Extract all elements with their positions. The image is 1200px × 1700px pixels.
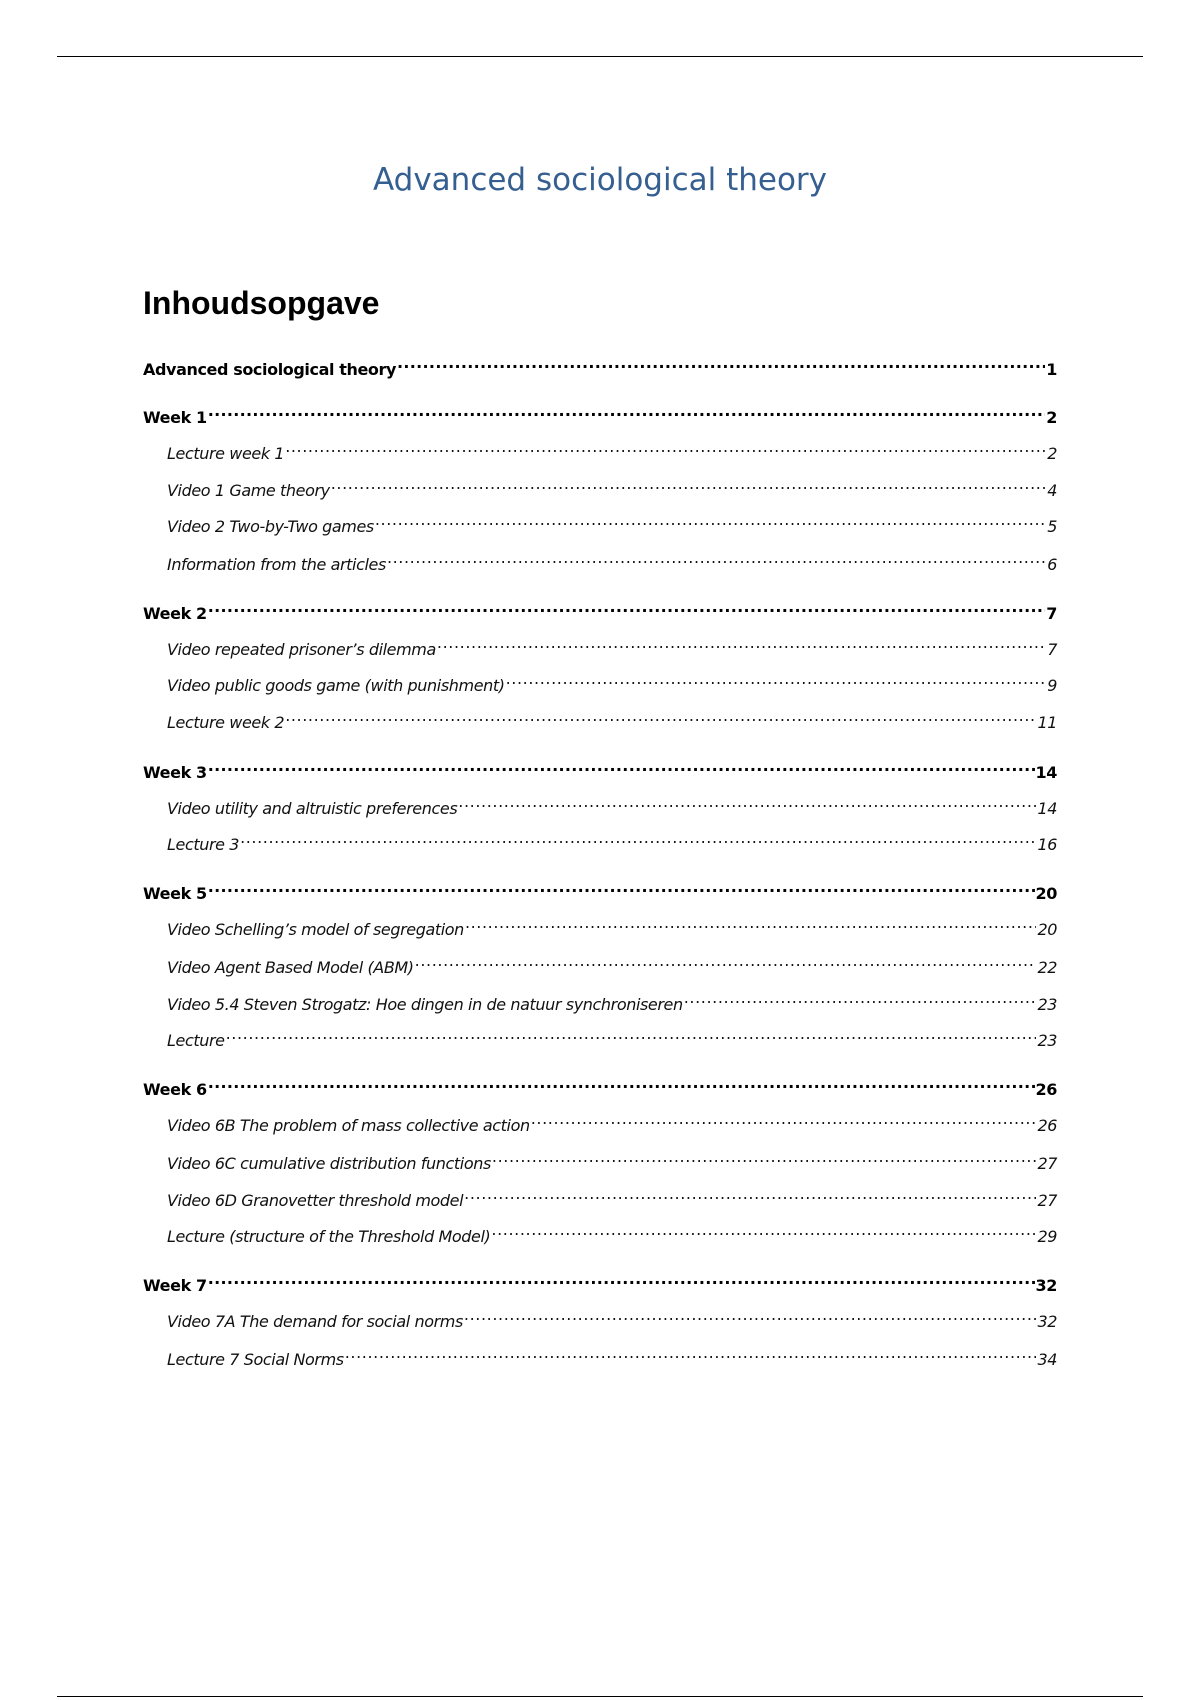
- toc-entry[interactable]: [167, 826, 1057, 854]
- dot-leader: [331, 472, 1046, 496]
- toc-heading: Inhoudsopgave: [143, 285, 380, 321]
- toc-entry-label: Video 6D Granovetter threshold model: [167, 1191, 464, 1210]
- toc-entry-page: 27: [1037, 1191, 1057, 1210]
- dot-leader: [208, 1267, 1035, 1291]
- dot-leader: [464, 1303, 1037, 1327]
- toc-entry[interactable]: [143, 875, 1057, 903]
- toc-entry[interactable]: [143, 1267, 1057, 1295]
- dot-leader: [531, 1107, 1037, 1131]
- toc-entry-label: Video public goods game (with punishment): [167, 676, 505, 695]
- dot-leader: [208, 595, 1046, 619]
- toc-entry-page: 9: [1047, 676, 1057, 695]
- toc-entry[interactable]: [167, 1303, 1057, 1331]
- dot-leader: [491, 1218, 1036, 1242]
- document-title: Advanced sociological theory: [372, 162, 828, 198]
- toc-entry[interactable]: [167, 1218, 1057, 1246]
- toc-entry-label: Week 7: [143, 1276, 207, 1295]
- toc-entry-page: 26: [1037, 1116, 1057, 1135]
- toc-entry-label: Video 2 Two-by-Two games: [167, 517, 374, 536]
- toc-entry-page: 7: [1046, 604, 1057, 623]
- dot-leader: [506, 667, 1047, 691]
- toc-entry-label: Advanced sociological theory: [143, 360, 397, 379]
- toc-entry-page: 2: [1047, 444, 1057, 463]
- dot-leader: [397, 351, 1045, 375]
- toc-entry[interactable]: [143, 1071, 1057, 1099]
- toc-entry-page: 14: [1037, 799, 1057, 818]
- dot-leader: [375, 508, 1046, 532]
- toc-entry[interactable]: [167, 435, 1057, 463]
- toc-entry-page: 14: [1035, 763, 1057, 782]
- footer-rule: [57, 1696, 1143, 1697]
- toc-entry-page: 20: [1037, 920, 1057, 939]
- toc-entry[interactable]: [143, 595, 1057, 623]
- toc-entry[interactable]: [167, 546, 1057, 574]
- toc-entry[interactable]: [167, 1341, 1057, 1369]
- toc-entry-page: 1: [1046, 360, 1057, 379]
- toc-entry-label: Lecture 3: [167, 835, 240, 854]
- toc-entry-page: 6: [1047, 555, 1057, 574]
- toc-entry-label: Lecture week 1: [167, 444, 285, 463]
- toc-entry[interactable]: [167, 949, 1057, 977]
- dot-leader: [208, 754, 1035, 778]
- toc-entry-label: Week 3: [143, 763, 207, 782]
- dot-leader: [240, 826, 1036, 850]
- toc-entry[interactable]: [167, 1107, 1057, 1135]
- toc-entry-page: 32: [1037, 1312, 1057, 1331]
- toc-entry-label: Lecture: [167, 1031, 225, 1050]
- toc-entry-label: Video repeated prisoner’s dilemma: [167, 640, 436, 659]
- toc-entry[interactable]: [167, 667, 1057, 695]
- dot-leader: [492, 1145, 1037, 1169]
- dot-leader: [415, 949, 1037, 973]
- toc-entry-label: Video 6C cumulative distribution functions: [167, 1154, 491, 1173]
- toc-entry-page: 11: [1037, 713, 1057, 732]
- dot-leader: [464, 1182, 1036, 1206]
- toc-entry-label: Lecture (structure of the Threshold Model): [167, 1227, 491, 1246]
- toc-entry[interactable]: [167, 911, 1057, 939]
- toc-entry-page: 34: [1037, 1350, 1057, 1369]
- toc-entry[interactable]: [167, 472, 1057, 500]
- toc-entry[interactable]: [167, 1145, 1057, 1173]
- toc-entry-page: 32: [1035, 1276, 1057, 1295]
- toc-entry[interactable]: [167, 508, 1057, 536]
- toc-entry-page: 4: [1047, 481, 1057, 500]
- toc-entry-label: Week 6: [143, 1080, 207, 1099]
- toc-entry[interactable]: [167, 631, 1057, 659]
- toc-entry-label: Video utility and altruistic preferences: [167, 799, 458, 818]
- toc-entry-page: 2: [1046, 408, 1057, 427]
- toc-entry-page: 20: [1035, 884, 1057, 903]
- toc-entry-page: 23: [1037, 1031, 1057, 1050]
- toc-entry-label: Week 2: [143, 604, 207, 623]
- toc-entry-label: Information from the articles: [167, 555, 386, 574]
- dot-leader: [684, 986, 1037, 1010]
- toc-entry-label: Week 5: [143, 884, 207, 903]
- toc-entry[interactable]: [167, 1022, 1057, 1050]
- toc-entry[interactable]: [167, 704, 1057, 732]
- toc-entry[interactable]: [167, 986, 1057, 1014]
- toc-entry[interactable]: [143, 754, 1057, 782]
- toc-entry-page: 22: [1037, 958, 1057, 977]
- toc-entry[interactable]: [167, 790, 1057, 818]
- toc-entry[interactable]: [167, 1182, 1057, 1210]
- toc-entry-label: Video Agent Based Model (ABM): [167, 958, 414, 977]
- dot-leader: [458, 790, 1036, 814]
- toc-entry-page: 27: [1037, 1154, 1057, 1173]
- toc-entry-label: Video 6B The problem of mass collective action: [167, 1116, 530, 1135]
- toc-entry-label: Video Schelling’s model of segregation: [167, 920, 464, 939]
- dot-leader: [285, 435, 1046, 459]
- dot-leader: [208, 1071, 1035, 1095]
- dot-leader: [208, 399, 1046, 423]
- toc-entry-page: 26: [1035, 1080, 1057, 1099]
- toc-entry-page: 29: [1037, 1227, 1057, 1246]
- toc-entry-label: Video 1 Game theory: [167, 481, 330, 500]
- toc-entry-page: 7: [1047, 640, 1057, 659]
- dot-leader: [437, 631, 1046, 655]
- toc-entry-label: Video 7A The demand for social norms: [167, 1312, 463, 1331]
- toc-entry[interactable]: [143, 399, 1057, 427]
- dot-leader: [226, 1022, 1037, 1046]
- toc-entry-label: Week 1: [143, 408, 207, 427]
- toc-entry-page: 16: [1037, 835, 1057, 854]
- toc-entry-page: 23: [1037, 995, 1057, 1014]
- dot-leader: [465, 911, 1037, 935]
- dot-leader: [285, 704, 1036, 728]
- dot-leader: [208, 875, 1035, 899]
- dot-leader: [345, 1341, 1037, 1365]
- toc-entry-label: Lecture week 2: [167, 713, 285, 732]
- toc-entry-page: 5: [1047, 517, 1057, 536]
- toc-entry[interactable]: [143, 351, 1057, 379]
- toc-entry-label: Lecture 7 Social Norms: [167, 1350, 344, 1369]
- dot-leader: [387, 546, 1046, 570]
- toc-entry-label: Video 5.4 Steven Strogatz: Hoe dingen in de natuur synchroniseren: [167, 995, 683, 1014]
